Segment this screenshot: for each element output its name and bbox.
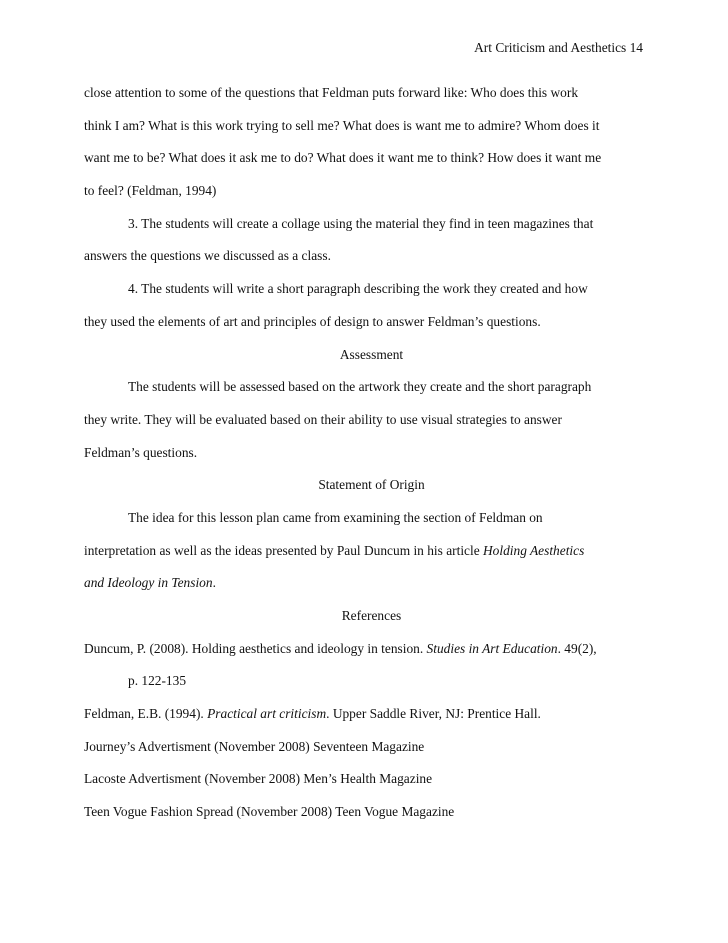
journal-title: Studies in Art Education: [426, 640, 558, 656]
reference-feldman: [84, 706, 659, 739]
text-line: think I am? What is this work trying to sell me? What does is want me to admire? Whom does it: [84, 117, 600, 133]
text-line: 3. The students will create a collage using the material they find in teen magazines that: [128, 215, 594, 231]
assessment-heading: Assessment: [339, 346, 404, 362]
article-title: Holding Aesthetics: [483, 542, 585, 558]
reference-duncum-pages: p. 122-135: [128, 673, 187, 689]
body-text: [84, 85, 659, 837]
text-line: 4. The students will write a short paragraph describing the work they created and how: [128, 281, 588, 297]
text-segment: Feldman, E.B. (1994).: [84, 706, 208, 722]
reference-lacoste: Lacoste Advertisment (November 2008) Men’s Health Magazine: [84, 771, 433, 787]
text-segment: . 49(2),: [557, 640, 597, 656]
text-segment: .: [212, 575, 216, 591]
text-line: close attention to some of the questions that Feldman puts forward like: Who does this work: [84, 85, 579, 100]
text-line: The idea for this lesson plan came from examining the section of Feldman on: [128, 509, 543, 525]
origin-heading: Statement of Origin: [318, 477, 425, 493]
text-segment: Duncum, P. (2008). Holding aesthetics and ideology in tension.: [84, 640, 427, 656]
text-segment: interpretation as well as the ideas presented by Paul Duncum in his article: [84, 542, 483, 558]
text-line: Feldman’s questions.: [84, 444, 198, 460]
reference-teen-vogue: Teen Vogue Fashion Spread (November 2008) Teen Vogue Magazine: [84, 804, 455, 820]
book-title: Practical art criticism: [207, 706, 327, 722]
references-heading: References: [341, 608, 402, 623]
text-line: they write. They will be evaluated based on their ability to use visual strategies to answer: [84, 411, 562, 427]
article-title-continued: and Ideology in Tension: [84, 575, 213, 591]
text-line: they used the elements of art and principles of design to answer Feldman’s questions.: [84, 313, 541, 329]
text-line: [84, 543, 659, 576]
text-line: [84, 575, 659, 608]
text-line: want me to be? What does it ask me to do? What does it want me to think? How does it want me: [84, 150, 602, 166]
text-line: answers the questions we discussed as a class.: [84, 248, 331, 264]
reference-journey: Journey’s Advertisment (November 2008) Seventeen Magazine: [84, 738, 425, 754]
running-head: Art Criticism and Aesthetics 14: [474, 40, 643, 55]
text-segment: . Upper Saddle River, NJ: Prentice Hall.: [326, 706, 541, 722]
text-line: to feel? (Feldman, 1994): [84, 183, 217, 199]
reference-duncum: [84, 641, 659, 674]
text-line: The students will be assessed based on the artwork they create and the short paragraph: [128, 379, 592, 395]
